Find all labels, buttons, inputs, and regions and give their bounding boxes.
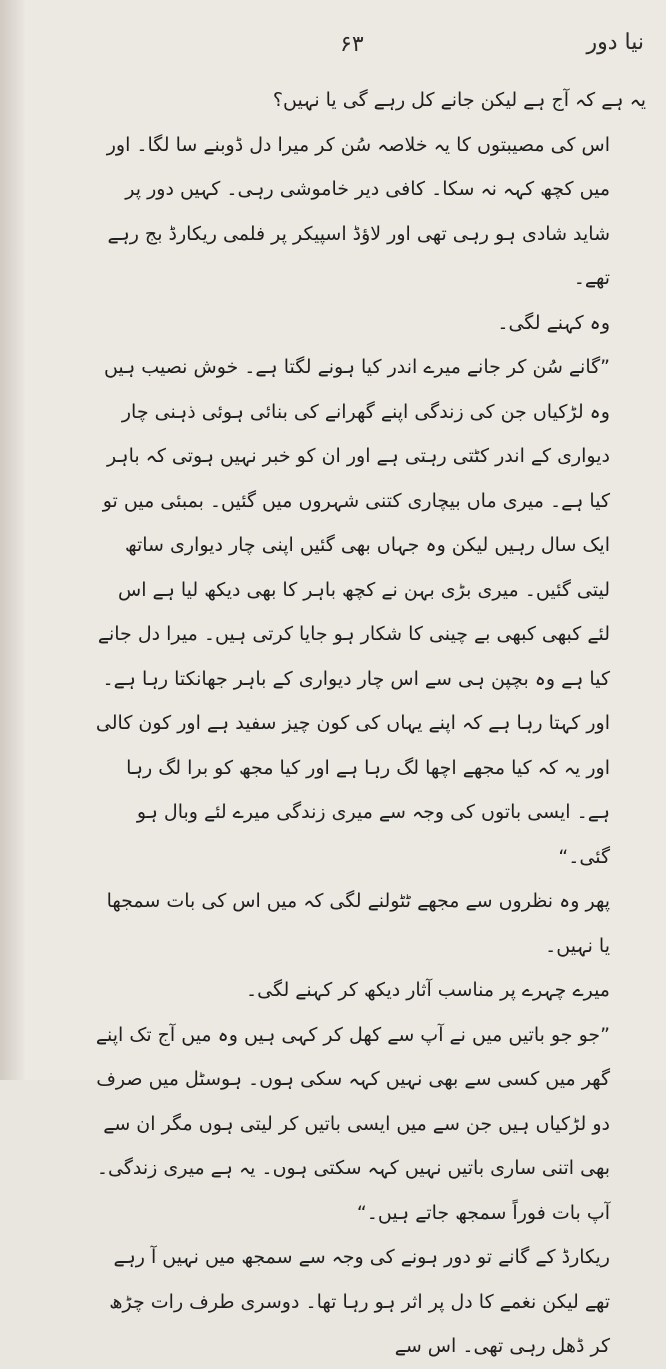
paragraph: میرے چہرے پر مناسب آثار دیکھ کر کہنے لگی۔: [246, 979, 610, 1001]
running-header-title: نیا دور: [586, 30, 644, 55]
page-number: ۶۳: [340, 32, 364, 57]
paragraph: وہ کہنے لگی۔: [497, 311, 610, 334]
page-body: [90, 78, 646, 1369]
paragraph: یہ ہے کہ آج ہے لیکن جانے کل رہے گی یا نہیں؟: [272, 89, 646, 111]
paragraph: ریکارڈ کے گانے تو دور ہونے کی وجہ سے سمجھ میں نہیں آ رہے تھے لیکن نغمے کا دل پر اثر ہو رہا تھا۔ دوسری طرف رات چڑھ کر ڈھل رہی تھی۔ اس سے: [109, 1246, 610, 1357]
paragraph: اس کی مصیبتوں کا یہ خلاصہ سُن کر میرا دل ڈوبنے سا لگا۔ اور میں کچھ کہہ نہ سکا۔ کافی دیر خاموشی رہی۔ کہیں دور پر شاید شادی ہو رہی تھی اور لاؤڈ اسپیکر پر فلمی ریکارڈ بج رہے تھے۔: [106, 133, 610, 289]
paragraph: ”جو جو باتیں میں نے آپ سے کھل کر کہی ہیں وہ میں آج تک اپنے گھر میں کسی سے بھی نہیں کہہ سکی ہوں۔ ہوسٹل میں صرف دو لڑکیاں ہیں جن سے میں ایسی باتیں کر لیتی ہوں مگر ان سے بھی اتنی ساری باتیں نہیں کہہ سکتی ہوں۔ یہ ہے میری زندگی۔ آپ بات فوراً سمجھ جاتے ہیں۔“: [95, 1023, 610, 1224]
paragraph: ”گانے سُن کر جانے میرے اندر کیا ہونے لگتا ہے۔ خوش نصیب ہیں وہ لڑکیاں جن کی زندگی اپنے گھرانے کی بنائی ہوئی ذہنی چار دیواری کے اندر کٹتی رہتی ہے اور ان کو خبر نہیں ہوتی کہ باہر کیا ہے۔ میری ماں بیچاری کتنی شہروں میں گئیں۔ بمبئی میں تو ایک سال رہیں لیکن وہ جہاں بھی گئیں اپنی چار دیواری ساتھ لیتی گئیں۔ میری بڑی بہن نے کچھ باہر کا بھی دیکھ لیا ہے اس لئے کبھی کبھی بے چینی کا شکار ہو جایا کرتی ہیں۔ میرا دل جانے کیا ہے وہ بچپن ہی سے اس چار دیواری کے باہر جھانکتا رہا ہے۔ اور کہتا رہا ہے کہ اپنے یہاں کی کون چیز سفید ہے اور کون کالی اور یہ کہ کیا مجھے اچھا لگ رہا ہے اور کیا مجھ کو برا لگ رہا ہے۔ ایسی باتوں کی وجہ سے میری زندگی میرے لئے وبال ہو گئی۔“: [95, 356, 610, 868]
paragraph: پھر وہ نظروں سے مجھے ٹٹولنے لگی کہ میں اس کی بات سمجھا یا نہیں۔: [106, 890, 610, 957]
page-binding-shadow: [0, 0, 26, 1080]
